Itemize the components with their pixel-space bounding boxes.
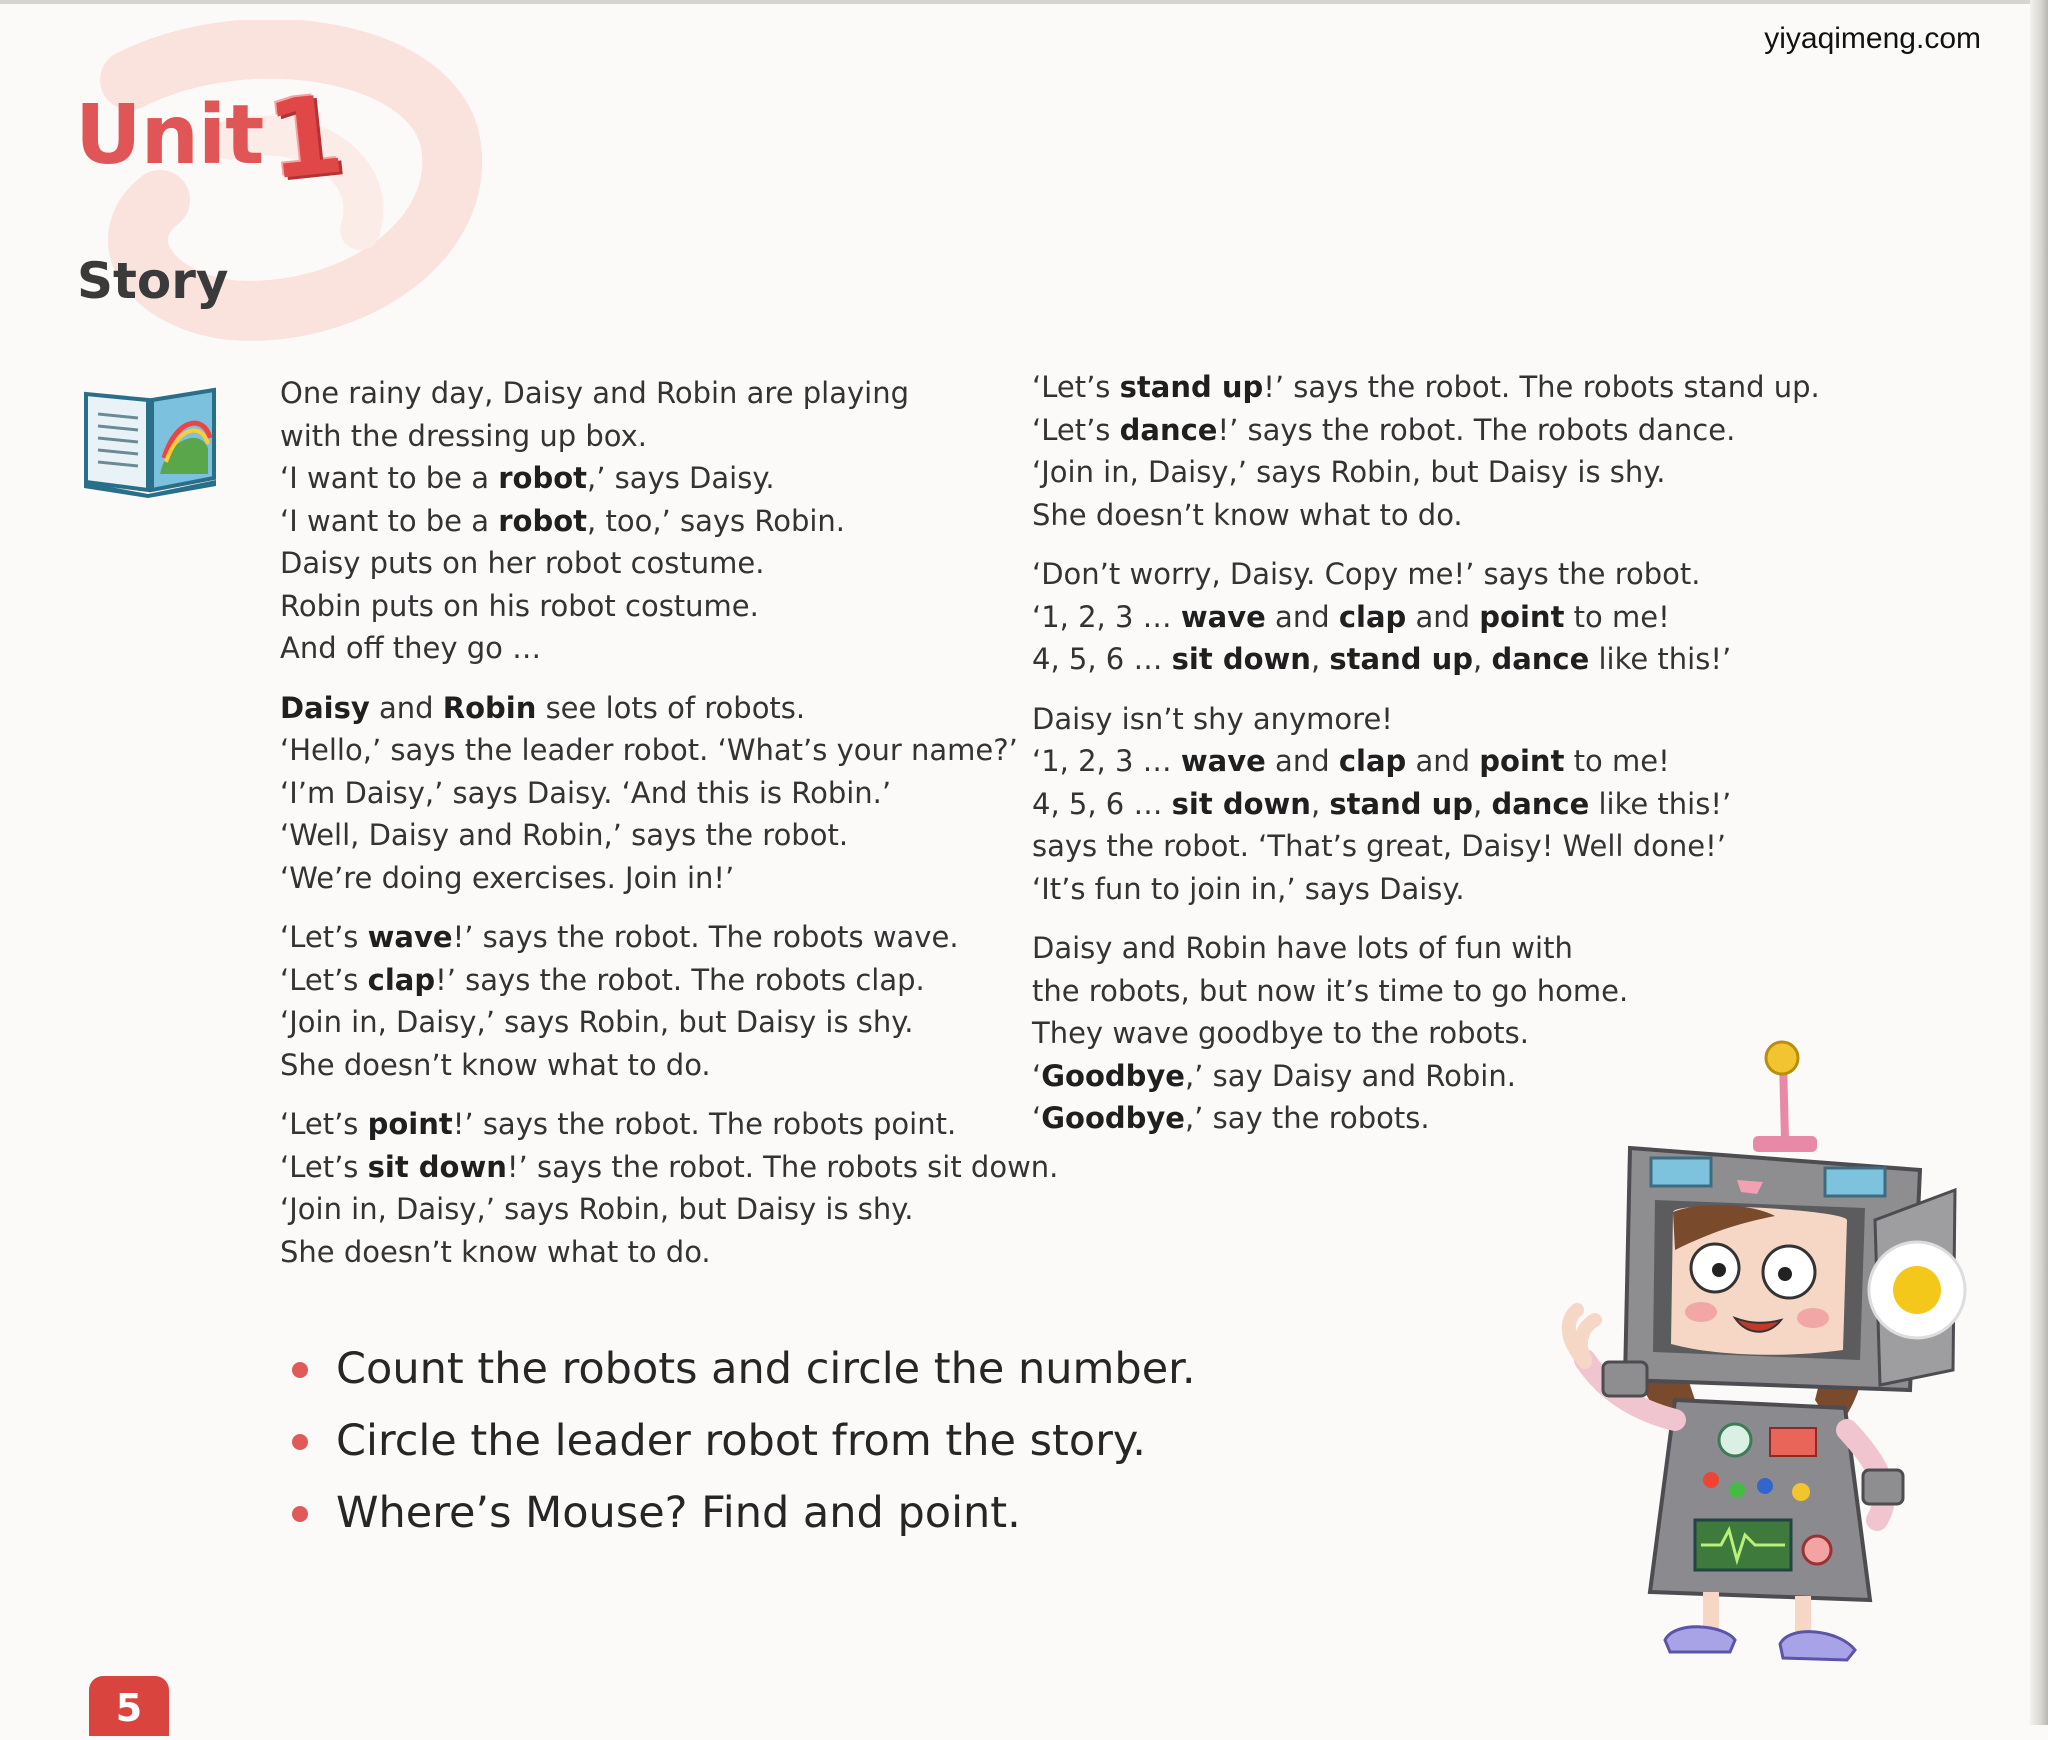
story-text: ‘Join in, Daisy,’ says Robin, but Daisy is shy. xyxy=(280,1192,914,1226)
story-keyword: stand up xyxy=(1119,370,1264,404)
story-keyword: Daisy xyxy=(280,690,370,725)
task-item xyxy=(290,1477,1196,1549)
scan-right-edge xyxy=(2030,0,2048,1725)
story-text-right-column xyxy=(1032,366,1820,1157)
story-text: and xyxy=(1406,599,1480,634)
story-text: ‘It’s fun to join in,’ says Daisy. xyxy=(1032,871,1465,906)
story-text: ‘We’re doing exercises. Join in!’ xyxy=(280,860,735,895)
story-text: , xyxy=(1473,786,1492,821)
story-text: , xyxy=(1310,642,1330,676)
story-line xyxy=(280,457,1058,500)
story-text: ‘Let’s xyxy=(1032,370,1120,404)
story-keyword: sit down xyxy=(367,1149,507,1184)
story-text: ‘Join in, Daisy,’ says Robin, but Daisy is shy. xyxy=(280,1005,914,1039)
story-keyword: point xyxy=(1479,599,1565,634)
story-text: the robots, but now it’s time to go home. xyxy=(1032,973,1629,1008)
task-text: Count the robots and circle the number. xyxy=(336,1344,1196,1394)
story-text: , too,’ says Robin. xyxy=(587,503,846,538)
story-line xyxy=(1032,825,1820,868)
story-text: ‘ xyxy=(1032,1101,1042,1135)
story-text: Daisy puts on her robot costume. xyxy=(280,546,765,580)
story-text: Daisy and Robin have lots of fun with xyxy=(1032,931,1573,965)
story-text: She doesn’t know what to do. xyxy=(280,1234,711,1269)
story-text: She doesn’t know what to do. xyxy=(1032,497,1463,532)
unit-title: Unit xyxy=(75,88,264,183)
story-text: ,’ say Daisy and Robin. xyxy=(1184,1058,1516,1093)
task-text: Where’s Mouse? Find and point. xyxy=(336,1488,1021,1538)
story-text: and xyxy=(1265,744,1339,778)
story-line xyxy=(280,857,1058,900)
story-line xyxy=(280,959,1058,1002)
story-line xyxy=(280,415,1058,458)
story-keyword: dance xyxy=(1491,786,1590,821)
story-text: with the dressing up box. xyxy=(280,418,648,453)
story-text: ‘Let’s xyxy=(1032,412,1120,447)
story-text: !’ says the robot. The robots wave. xyxy=(452,920,959,954)
story-line xyxy=(1032,409,1820,452)
story-line xyxy=(280,687,1058,730)
story-text: ‘Hello,’ says the leader robot. ‘What’s your name?’ xyxy=(280,733,1018,767)
story-text: ‘Well, Daisy and Robin,’ says the robot. xyxy=(280,818,849,852)
story-text: ‘1, 2, 3 … xyxy=(1032,599,1181,634)
story-text: ‘Let’s xyxy=(280,1107,368,1141)
story-text: !’ says the robot. The robots dance. xyxy=(1217,412,1736,447)
story-line xyxy=(280,372,1058,415)
bullet-icon xyxy=(292,1506,308,1522)
story-text: ‘ xyxy=(1032,1058,1042,1093)
story-text: and xyxy=(1406,744,1480,778)
story-text: and xyxy=(1265,599,1339,634)
task-item xyxy=(290,1405,1196,1477)
story-paragraph xyxy=(280,687,1058,900)
story-keyword: Goodbye xyxy=(1041,1101,1185,1135)
story-text: One rainy day, Daisy and Robin are playing xyxy=(280,376,909,410)
story-line xyxy=(1032,596,1820,639)
story-text: ‘Let’s xyxy=(280,962,368,997)
story-paragraph xyxy=(1032,366,1820,536)
story-text: and xyxy=(369,690,443,725)
story-text: She doesn’t know what to do. xyxy=(280,1047,711,1082)
story-text: ‘1, 2, 3 … xyxy=(1032,744,1181,778)
story-text: And off they go … xyxy=(280,631,542,665)
story-text: ‘Let’s xyxy=(280,920,368,954)
story-line xyxy=(1032,740,1820,783)
story-text: !’ says the robot. The robots sit down. xyxy=(506,1149,1059,1184)
story-text: ‘Don’t worry, Daisy. Copy me!’ says the robot. xyxy=(1032,557,1701,591)
story-line xyxy=(280,627,1058,670)
story-line xyxy=(280,1044,1058,1087)
unit-number: 1 xyxy=(261,72,350,205)
story-text: to me! xyxy=(1564,599,1670,634)
scan-top-edge xyxy=(0,0,2048,4)
story-keyword: robot xyxy=(498,461,588,495)
story-text: ‘I want to be a xyxy=(280,461,499,495)
story-keyword: point xyxy=(1479,744,1565,778)
story-text: ‘Let’s xyxy=(280,1149,368,1184)
story-text: says the robot. ‘That’s great, Daisy! Well done!’ xyxy=(1032,829,1726,863)
story-line xyxy=(280,542,1058,585)
story-line xyxy=(280,1001,1058,1044)
story-text: like this!’ xyxy=(1589,786,1732,821)
story-keyword: wave xyxy=(1180,599,1266,634)
story-line xyxy=(280,1146,1058,1189)
story-text: !’ says the robot. The robots stand up. xyxy=(1263,370,1820,404)
story-text: ,’ says Daisy. xyxy=(587,461,775,495)
story-text: 4, 5, 6 … xyxy=(1032,642,1172,676)
story-text-left-column xyxy=(280,372,1058,1290)
story-paragraph xyxy=(1032,698,1820,911)
story-keyword: clap xyxy=(1338,599,1407,634)
story-text: They wave goodbye to the robots. xyxy=(1032,1016,1529,1050)
story-text: !’ says the robot. The robots point. xyxy=(452,1107,957,1141)
story-keyword: clap xyxy=(1338,744,1407,778)
story-line xyxy=(1032,698,1820,741)
task-item xyxy=(290,1333,1196,1405)
story-text: like this!’ xyxy=(1589,642,1732,676)
story-line xyxy=(1032,927,1820,970)
open-book-icon xyxy=(80,378,220,498)
story-text: ‘Join in, Daisy,’ says Robin, but Daisy is shy. xyxy=(1032,455,1666,489)
story-text: , xyxy=(1473,642,1492,676)
story-keyword: sit down xyxy=(1171,642,1311,676)
story-text: !’ says the robot. The robots clap. xyxy=(435,962,925,997)
story-line xyxy=(1032,451,1820,494)
story-text: 4, 5, 6 … xyxy=(1032,786,1172,821)
story-line xyxy=(280,585,1058,628)
story-line xyxy=(1032,783,1820,826)
story-line xyxy=(1032,494,1820,537)
story-line xyxy=(280,1103,1058,1146)
story-paragraph xyxy=(280,372,1058,670)
story-keyword: dance xyxy=(1119,412,1218,447)
story-keyword: dance xyxy=(1491,642,1590,676)
story-keyword: wave xyxy=(1180,744,1266,778)
story-line xyxy=(1032,868,1820,911)
story-text: Robin puts on his robot costume. xyxy=(280,588,759,623)
story-line xyxy=(1032,970,1820,1013)
story-text: Daisy isn’t shy anymore! xyxy=(1032,701,1393,736)
story-keyword: wave xyxy=(367,920,453,954)
story-line xyxy=(280,729,1058,772)
story-keyword: Goodbye xyxy=(1041,1058,1185,1093)
story-line xyxy=(280,916,1058,959)
story-text: ‘I’m Daisy,’ says Daisy. ‘And this is Robin.’ xyxy=(280,775,892,810)
section-title: Story xyxy=(77,252,229,310)
story-keyword: stand up xyxy=(1329,642,1473,676)
task-text: Circle the leader robot from the story. xyxy=(336,1416,1146,1466)
story-keyword: stand up xyxy=(1329,786,1473,821)
story-line xyxy=(280,1231,1058,1274)
story-text: ‘I want to be a xyxy=(280,503,499,538)
story-paragraph xyxy=(1032,553,1820,681)
girl-robot-costume-illustration xyxy=(1525,1040,1985,1670)
story-line xyxy=(280,1188,1058,1231)
bullet-icon xyxy=(292,1434,308,1450)
story-line xyxy=(280,500,1058,543)
story-text: , xyxy=(1310,786,1330,821)
story-line xyxy=(1032,553,1820,596)
story-keyword: clap xyxy=(367,962,436,997)
story-keyword: sit down xyxy=(1171,786,1311,821)
story-text: ,’ say the robots. xyxy=(1184,1101,1430,1135)
page-number-badge: 5 xyxy=(89,1676,169,1736)
story-keyword: robot xyxy=(498,503,588,538)
bullet-icon xyxy=(292,1362,308,1378)
story-line xyxy=(1032,366,1820,409)
website-watermark: yiyaqimeng.com xyxy=(1764,22,1981,55)
story-text: to me! xyxy=(1564,744,1670,778)
story-line xyxy=(280,814,1058,857)
story-keyword: Robin xyxy=(442,690,537,725)
story-line xyxy=(1032,638,1820,681)
story-paragraph xyxy=(280,1103,1058,1273)
task-list xyxy=(290,1333,1196,1549)
story-text: see lots of robots. xyxy=(536,690,806,725)
story-line xyxy=(280,772,1058,815)
story-paragraph xyxy=(280,916,1058,1086)
story-keyword: point xyxy=(367,1107,453,1141)
